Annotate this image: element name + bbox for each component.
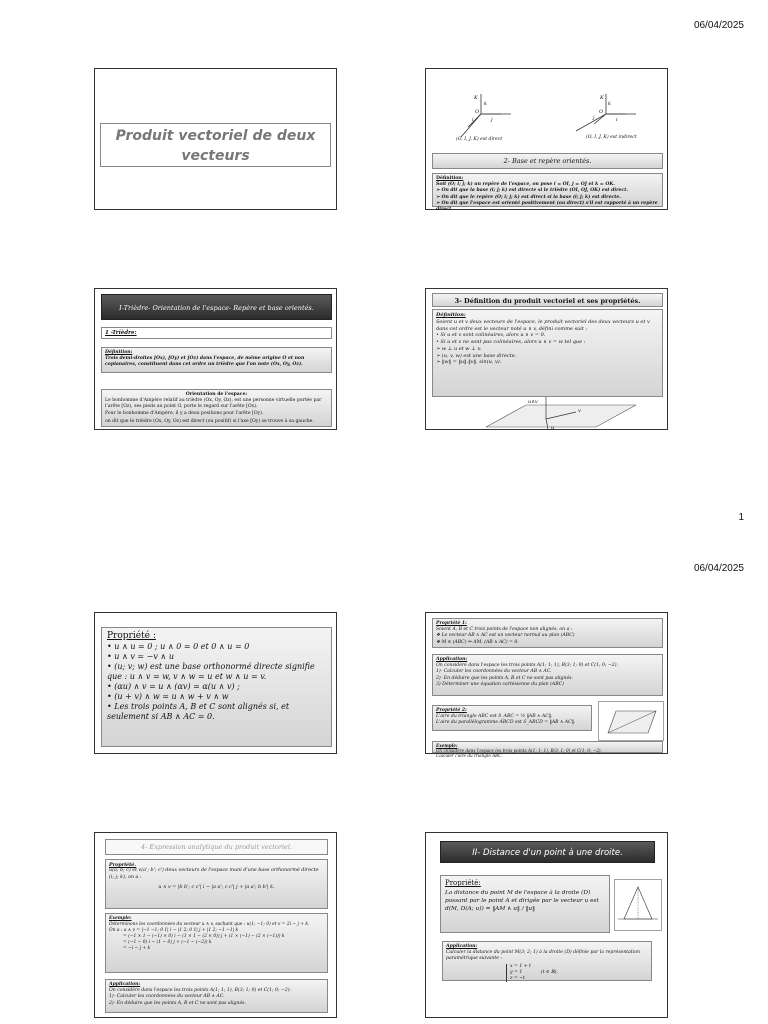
orientation-line: Le bonhomme d'Ampère relatif au trièdre (Ox, Oy, Oz), est une personne virtuelle portée par l'arête [Oz), ses pieds au point O, porte le regard sur l'arête [Ox). bbox=[105, 398, 322, 410]
definition-box bbox=[432, 173, 663, 212]
property-line: • Les trois points A, B et C sont alignés si, et seulement si AB ∧ AC = 0. bbox=[107, 702, 290, 722]
definition-line: Soit (O; i; j; k) un repère de l'espace, on pose i = OI, j = OJ et k = OK. bbox=[436, 182, 615, 188]
caption-direct: (O, I, J, K) est direct bbox=[456, 137, 503, 142]
property1-line: ❖ M ∈ (ABC) ⇔ AM. (AB ∧ AC) = 0. bbox=[436, 639, 519, 645]
svg-text:j: j bbox=[593, 115, 595, 121]
label-v: v bbox=[578, 408, 581, 414]
svg-text:k: k bbox=[484, 101, 488, 107]
application-line: 1)- Calculer les coordonnées du vecteur AB ∧ AC. bbox=[436, 669, 552, 675]
properties-box bbox=[101, 627, 332, 747]
example-box bbox=[432, 741, 663, 759]
application-text: Calculer la distance du point M(3; 2; 1) à la droite (D) définie par la représentation paramétrique suivante : bbox=[446, 950, 640, 962]
property-line: • (αu) ∧ v = u ∧ (αv) = α(u ∧ v) ; bbox=[107, 682, 240, 692]
definition-line: • Si u et v sont colinéaires, alors u ∧ v = 0. bbox=[436, 332, 546, 339]
property-label: Propriété. bbox=[109, 862, 137, 868]
definition-line: ➢ On dit que la base (i; j; k) est directe si le trièdre (OI, OJ, OK) est direct. bbox=[436, 188, 628, 194]
property1-label: Propriété 1: bbox=[436, 621, 467, 626]
application-box bbox=[432, 654, 663, 696]
example-line: On considère dans l'espace les trois points A(1; 1; 1), B(3; 1; 0) et C(1; 0; −2). bbox=[436, 748, 602, 754]
definition-label: Définition: bbox=[105, 350, 133, 355]
property1-box bbox=[432, 618, 663, 648]
svg-text:O: O bbox=[599, 109, 604, 115]
page-date: 06/04/2025 bbox=[693, 563, 744, 574]
label-u-wedge-v: u∧v bbox=[528, 399, 538, 405]
svg-text:O: O bbox=[475, 109, 480, 115]
definition-line: ➢ ‖w‖ = ‖u‖.‖v‖. sin(u, v). bbox=[436, 359, 502, 366]
definition-line: ➢ (u, v, w) est une base directe. bbox=[436, 352, 517, 359]
application-box bbox=[442, 941, 652, 981]
svg-text:K: K bbox=[474, 95, 478, 101]
section-header bbox=[432, 153, 663, 169]
example-label: Exemple: bbox=[109, 916, 132, 921]
slide-title-text: Produit vectoriel de deux vecteurs bbox=[100, 123, 331, 167]
parallelogram-figure bbox=[598, 701, 664, 741]
svg-text:K: K bbox=[600, 95, 604, 101]
page-number: 1 bbox=[738, 512, 744, 523]
section-header: 3- Définition du produit vectoriel et ses propriétés. bbox=[432, 293, 663, 307]
orientation-title: Orientation de l'espace: bbox=[185, 392, 248, 397]
param-domain: (t ∈ ℝ), bbox=[540, 969, 558, 975]
property-box bbox=[105, 859, 328, 909]
application-line: 3) Déterminer une équation cartésienne du plan (ABC) bbox=[436, 681, 564, 687]
properties-title: Propriété : bbox=[107, 631, 156, 641]
slide-triedre bbox=[94, 288, 337, 430]
property1-line: ❖ Le vecteur AB ∧ AC est un vecteur normal au plan (ABC) bbox=[436, 633, 575, 639]
property-line: u(a; b; c) et v(a'; b'; c') deux vecteurs de l'espace muni d'une base orthonormé directe (i; j; k), on a : bbox=[109, 868, 319, 880]
property2-box bbox=[432, 705, 592, 731]
slide-proprietes-aires bbox=[425, 612, 668, 759]
property-line: • (u; v; w) est une base orthonormé directe signifie que : u ∧ v = w, v ∧ w = u et w ∧ u = v. bbox=[107, 662, 315, 682]
plane-shape bbox=[486, 405, 636, 427]
application-label: Application: bbox=[109, 982, 141, 987]
example-line: Déterminons les coordonnées du vecteur u ∧ v, sachant que : u(1; −1; 0) et v = 2i − j + k. bbox=[109, 921, 310, 927]
system-brace bbox=[506, 964, 531, 983]
application-line: 1)- Calculer les coordonnées du vecteur AB ∧ AC. bbox=[109, 994, 225, 1000]
property2-label: Propriété 2: bbox=[436, 708, 467, 713]
example-line: Calculer l'aire du triangle ABC. bbox=[436, 753, 503, 759]
property-label: Propriété: bbox=[445, 879, 481, 887]
property1-line: Soient A, B et C trois points de l'espace non alignés, on a : bbox=[436, 627, 573, 633]
application-line: 2)- En déduire que les points A, B et C ne sont pas alignés. bbox=[436, 675, 573, 681]
property-line: • u ∧ u = 0 ; u ∧ 0 = 0 et 0 ∧ u = 0 bbox=[107, 642, 250, 652]
example-line: = (−1 × 1 − (−1) × 0) i − (1 × 1 − (2 × 0)) j + (1 × (−1) − (2 × (−1))) k bbox=[123, 933, 285, 939]
svg-text:i: i bbox=[472, 117, 474, 123]
orientation-line: Pour le bonhomme d'Ampère, il y a deux positions pour l'arête [Oy). bbox=[105, 410, 264, 416]
property-text: La distance du point M de l'espace à la droite (D) passant par le point A et dirigée par le vecteur u est d(M, D(A; u)) = ‖AM ∧ u‖ / ‖u‖ bbox=[445, 889, 599, 913]
subsection-label: 1 -Trièdre: bbox=[101, 327, 332, 339]
definition-box bbox=[432, 309, 663, 397]
slide-base-repere bbox=[425, 68, 668, 210]
slide-expression-analytique bbox=[94, 832, 337, 1018]
definition-box bbox=[101, 347, 332, 373]
definition-label: Définition: bbox=[436, 176, 464, 181]
caption-indirect: (O, I, J, K) est indirect bbox=[586, 135, 637, 140]
property2-line: L'aire du triangle ABC est S_ABC = ½ ‖AB ∧ AC‖. bbox=[436, 714, 553, 720]
section-header: 4- Expression analytique du produit vectoriel. bbox=[105, 839, 328, 855]
definition-label: Définition: bbox=[436, 312, 466, 318]
section-header: I-Trièdre- Orientation de l'espace- Repère et base orientés. bbox=[101, 294, 332, 320]
property-line: • (u + v) ∧ w = u ∧ w + v ∧ w bbox=[107, 692, 229, 702]
svg-text:k: k bbox=[608, 101, 612, 107]
property-line: • u ∧ v = −v ∧ u bbox=[107, 652, 174, 662]
orientation-box bbox=[101, 389, 332, 427]
param-system bbox=[446, 964, 648, 983]
application-line: On considère dans l'espace les trois points A(1; 1; 1), B(3; 1; 0) et C(1; 0; −2). bbox=[436, 663, 618, 669]
application-box bbox=[105, 979, 328, 1013]
application-label: Application: bbox=[436, 657, 468, 662]
example-line: = (−1 − 0) i − (1 − 0) j + (−1 − (−2)) k bbox=[123, 939, 212, 945]
page-date: 06/04/2025 bbox=[693, 20, 744, 31]
system-line: y = 1 bbox=[510, 969, 523, 975]
application-line: On considère dans l'espace les trois points A(1; 1; 1), B(3; 1; 0) et C(1; 0; −2). bbox=[109, 988, 291, 994]
svg-text:j: j bbox=[491, 117, 493, 123]
distance-figure bbox=[614, 879, 662, 931]
definition-line: ➢ w ⊥ u et w ⊥ v. bbox=[436, 345, 482, 352]
example-line: On a : u ∧ v = |−1 −1; 0 1| i − |1 2; 0 1| j + |1 2; −1 −1| k bbox=[109, 927, 239, 933]
example-line: = −i − j + k bbox=[123, 945, 151, 951]
property2-line: L'aire du parallélogramme ABCD est S_ABCD = ‖AB ∧ AC‖. bbox=[436, 720, 576, 726]
system-line: z = −t bbox=[510, 975, 525, 981]
orientation-line: on dit que le trièdre (Ox, Oy, Oz) est direct (ou positif) si l'axe [Oy) se trouve à sa gauche. bbox=[105, 418, 314, 424]
definition-text: Trois demi-droites [Ox), [Oy) et [Oz) dans l'espace, de même origine O et non coplanaires, constituent dans cet ordre un trièdre que l'on note (Ox, Oy, Oz). bbox=[105, 356, 305, 368]
definition-intro: Soient u et v deux vecteurs de l'espace, le produit vectoriel des deux vecteurs u et v dans cet ordre est le vecteur noté u ∧ v, défini comme suit : bbox=[436, 318, 650, 332]
definition-line: ➢ On dit que l'espace est orienté positivement (ou direct) s'il est rapporté à un repère direct. bbox=[436, 200, 658, 212]
application-label: Application: bbox=[446, 944, 478, 949]
slide-distance-droite bbox=[425, 832, 668, 1018]
property-formula: u ∧ v = |b b'; c c'| i − |a a'; c c'| j + |a a'; b b'| k. bbox=[158, 885, 275, 891]
system-line: x = 1 + t bbox=[510, 963, 531, 969]
slide-proprietes bbox=[94, 612, 337, 754]
application-line: 2)- En déduire que les points A, B et C ne sont pas alignés. bbox=[109, 1000, 246, 1006]
section-header: II- Distance d'un point à une droite. bbox=[440, 841, 655, 863]
slide-produit-vectoriel bbox=[425, 288, 668, 430]
slide-title bbox=[94, 68, 337, 210]
svg-text:i: i bbox=[616, 117, 618, 123]
definition-line: ➢ On dit que le repère (O; i; j; k) est direct si la base (i; j; k) est directe. bbox=[436, 194, 621, 200]
example-box bbox=[105, 913, 328, 973]
vector-figure bbox=[426, 397, 669, 431]
label-u: u bbox=[551, 425, 555, 431]
property-box bbox=[440, 875, 610, 933]
definition-line: • Si u et v ne sont pas colinéaires, alors u ∧ v = w tel que : bbox=[436, 339, 586, 345]
section-header-text: 2- Base et repère orientés. bbox=[503, 157, 592, 165]
example-label: Exemple: bbox=[436, 743, 458, 748]
